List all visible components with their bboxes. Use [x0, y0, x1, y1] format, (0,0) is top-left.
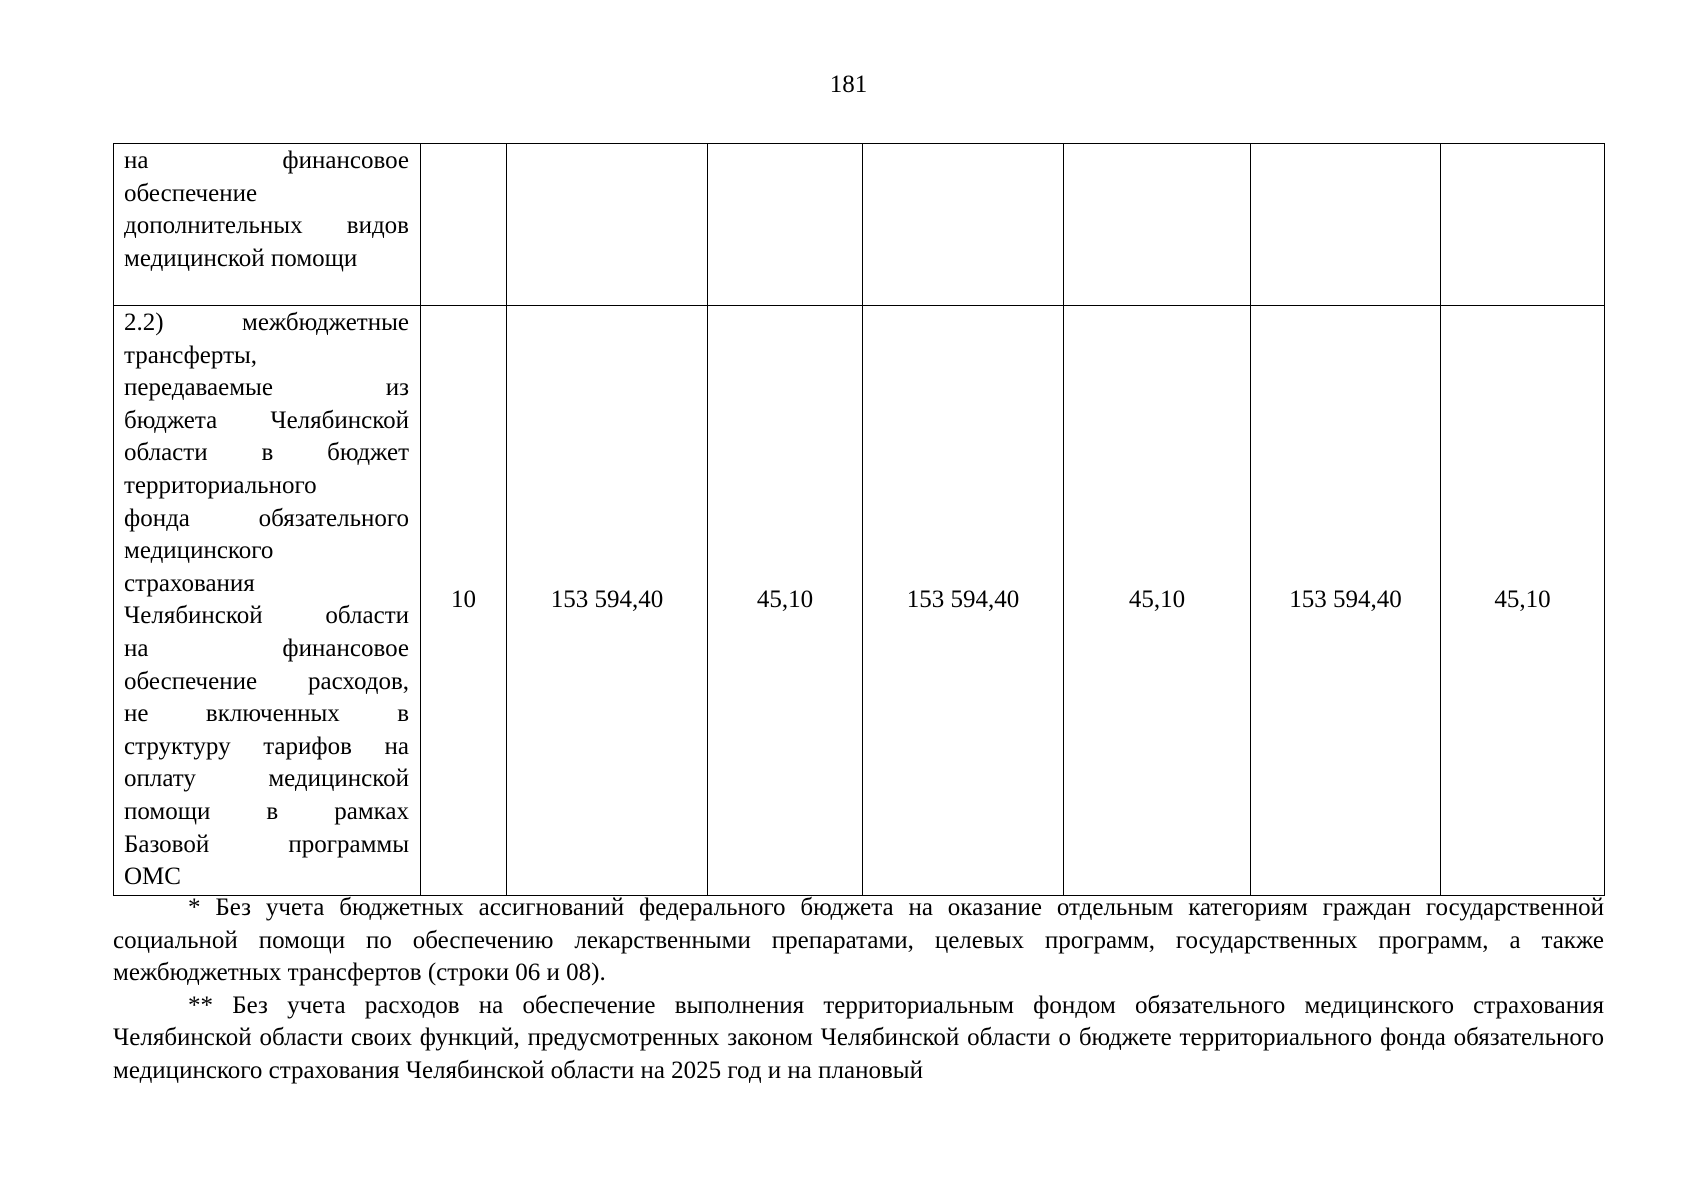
- description-line: на финансовое: [124, 634, 409, 662]
- footnote: ** Без учета расходов на обеспечение выполнения территориальным фондом обязательного медицинского страхования Челябинской области своих функций, предусмотренных законом Челябинской области о бюджете территориального фонда обязательного медицинского страхования Челябинской области на 2025 год и на плановый: [113, 991, 1604, 1084]
- description-line: территориального: [124, 471, 317, 499]
- description-line: медицинского: [124, 537, 274, 565]
- row-code-cell: [421, 144, 507, 306]
- description-line: трансферты,: [124, 341, 258, 369]
- table-row: [114, 144, 1605, 306]
- footnote: * Без учета бюджетных ассигнований федерального бюджета на оказание отдельным категориям граждан государственной социальной помощи по обеспечению лекарственными препаратами, целевых программ, государственных программ, а также межбюджетных трансфертов (строки 06 и 08).: [113, 894, 1604, 987]
- description-line: области в бюджет: [124, 439, 409, 467]
- row-description-cell: [114, 144, 421, 306]
- description-line: Базовой программы: [124, 830, 409, 858]
- footnotes: [113, 892, 1604, 1088]
- table-row: [114, 306, 1605, 896]
- value-cell: [863, 144, 1064, 306]
- description-line: фонда обязательного: [124, 504, 409, 532]
- row-description-cell: [114, 306, 421, 896]
- description-line: Челябинской области: [124, 602, 409, 630]
- description-line: бюджета Челябинской: [124, 406, 409, 434]
- description-line: дополнительных видов: [124, 212, 409, 240]
- value-cell: 153 594,40: [507, 306, 708, 896]
- description-line: передаваемые из: [124, 374, 409, 402]
- description-line: ОМС: [124, 863, 181, 891]
- description-line: оплату медицинской: [124, 765, 409, 793]
- value-cell: [708, 144, 863, 306]
- value-cell: [1064, 144, 1251, 306]
- value-cell: 45,10: [1441, 306, 1605, 896]
- description-line: не включенных в: [124, 700, 409, 728]
- value-cell: [1251, 144, 1441, 306]
- row-code-cell: 10: [421, 306, 507, 896]
- budget-table: [113, 143, 1605, 896]
- description-line: обеспечение: [124, 179, 258, 207]
- value-cell: [507, 144, 708, 306]
- description-line: на финансовое: [124, 147, 409, 174]
- description-line: помощи в рамках: [124, 797, 409, 825]
- description-line: медицинской помощи: [124, 244, 358, 272]
- value-cell: 153 594,40: [863, 306, 1064, 896]
- value-cell: 45,10: [708, 306, 863, 896]
- value-cell: 153 594,40: [1251, 306, 1441, 896]
- value-cell: [1441, 144, 1605, 306]
- value-cell: 45,10: [1064, 306, 1251, 896]
- description-line: страхования: [124, 569, 255, 597]
- description-line: обеспечение расходов,: [124, 667, 409, 695]
- description-line: структуру тарифов на: [124, 732, 409, 760]
- page-number: 181: [829, 71, 868, 98]
- description-line: 2.2) межбюджетные: [124, 309, 409, 336]
